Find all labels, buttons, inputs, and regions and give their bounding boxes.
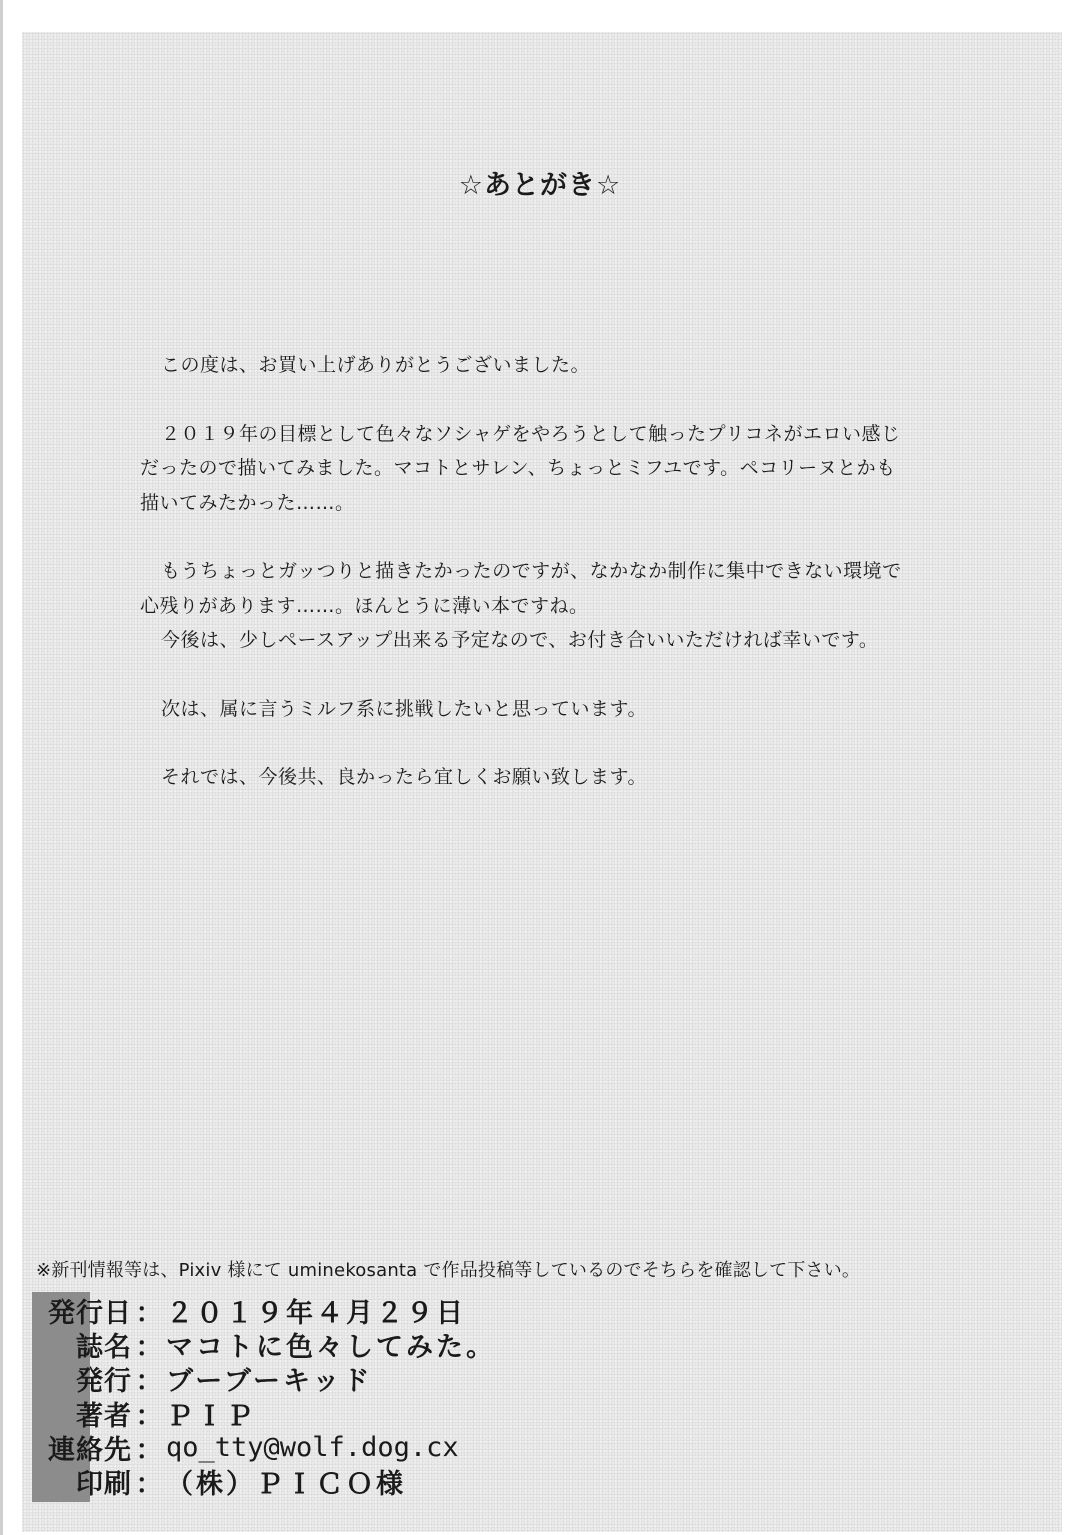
paragraph-line: もうちょっとガッつりと描きたかったのですが、なかなか制作に集中できない環境で [161,560,902,582]
colophon-row-date [32,1292,466,1328]
colophon-separator: ： [135,1468,163,1500]
colophon-label: 著者 [76,1400,132,1432]
colophon-separator: ： [135,1331,163,1363]
new-release-notice: ※新刊情報等は、Pixiv 様にて uminekosanta で作品投稿等しているのでそちらを確認して下さい。 [36,1260,861,1281]
colophon-value: マコトに色々してみた。 [166,1331,496,1363]
afterword-title: ☆あとがき☆ [458,170,622,201]
paragraph-line: 描いてみたかった……。 [140,491,355,514]
colophon-row-title [32,1326,496,1362]
colophon [32,1290,1032,1505]
colophon-value: qo_tty@wolf.dog.cx [166,1431,459,1463]
colophon-separator: ： [135,1400,163,1432]
colophon-separator: ： [135,1297,163,1329]
colophon-row-printer [32,1463,406,1499]
colophon-value: ２０１９年４月２９日 [166,1297,466,1329]
colophon-value: ＰＩＰ [166,1400,256,1432]
colophon-row-publisher [32,1360,373,1396]
colophon-label: 発行日 [48,1297,132,1329]
afterword-body [140,348,970,795]
colophon-value: （株）ＰＩＣＯ様 [166,1468,406,1500]
paragraph-line: 心残りがあります……。ほんとうに薄い本ですね。 [140,594,589,617]
paragraph-line: 今後は、少しペースアップ出来る予定なので、お付き合いいただければ幸いです。 [161,629,879,651]
colophon-label: 発行 [76,1365,132,1397]
paragraph-line: 次は、属に言うミルフ系に挑戦したいと思っています。 [161,697,647,720]
colophon-separator: ： [135,1365,163,1397]
colophon-value: ブーブーキッド [166,1365,373,1397]
paragraph-line: ２０１９年の目標として色々なソシャゲをやろうとして触ったプリコネがエロい感じ [161,422,901,445]
paragraph-line: だったので描いてみました。マコトとサレン、ちょっとミフユです。ペコリーヌとかも [140,457,896,479]
paragraph-line: この度は、お買い上げありがとうございました。 [161,354,591,376]
paragraph-line: それでは、今後共、良かったら宜しくお願い致します。 [161,766,647,788]
colophon-row-author [32,1395,256,1431]
colophon-label: 誌名 [76,1331,132,1363]
colophon-row-contact [32,1429,459,1465]
colophon-label: 印刷 [76,1468,132,1500]
colophon-separator: ： [135,1434,163,1466]
page-edge [0,0,3,1535]
colophon-label: 連絡先 [48,1434,132,1466]
